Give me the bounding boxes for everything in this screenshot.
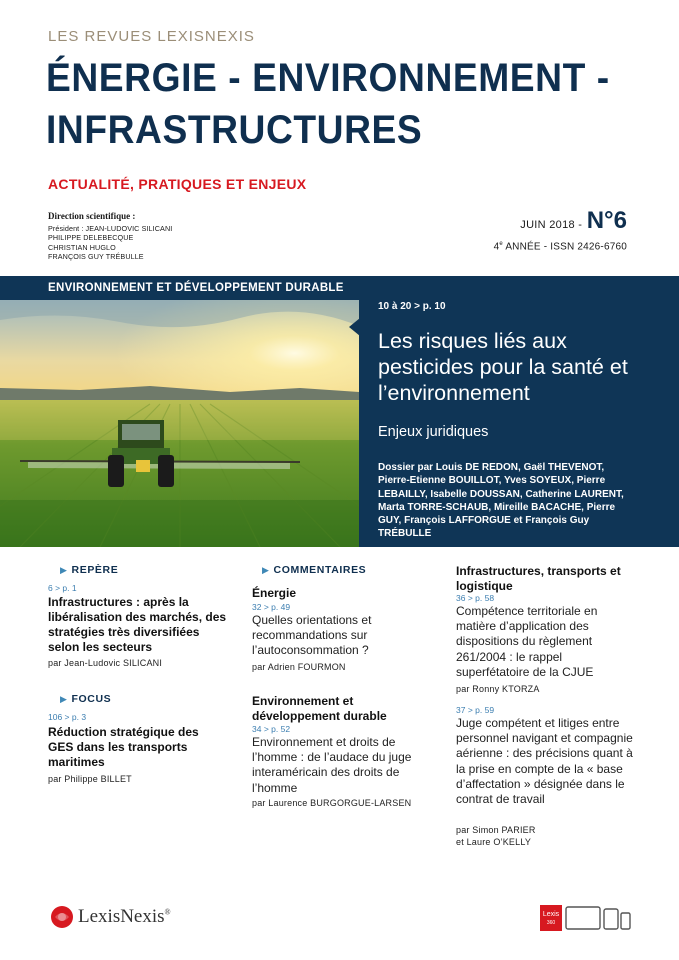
infra-author: par Simon PARIER [456,825,536,835]
commentaires-label [262,564,366,576]
logo-text: LexisNexis [78,906,165,927]
cover-photo [0,300,359,547]
lexisnexis-wordmark [78,906,171,928]
repere-title: Infrastructures : après la libéralisation des marchés, des stratégies très diversifiées selon les secteurs [48,595,227,654]
repere-label [60,564,118,576]
feature-subtitle: Enjeux juridiques [378,424,489,440]
year-sup: e [499,241,503,247]
triangle-icon: ▶ [60,565,68,575]
year-num: 4 [493,241,500,253]
issue-info [520,207,627,235]
direction-member: Président : JEAN-LUDOVIC SILICANI [48,224,173,233]
feature-title: Les risques liés aux pesticides pour la santé et l’environnement [378,329,628,405]
infra-ref: 36 > p. 58 [456,593,495,603]
year-rest: ANNÉE - ISSN 2426-6760 [502,241,627,253]
focus-label-text: FOCUS [71,693,112,705]
comment-author: par Adrien FOURMON [252,662,346,672]
direction-member: PHILIPPE DELEBECQUE [48,233,134,243]
comment-ref: 34 > p. 52 [252,724,291,734]
infra-author-2: et Laure O’KELLY [456,837,532,847]
direction-list [48,224,172,262]
journal-title-line2: INFRASTRUCTURES [46,108,423,152]
focus-title: Réduction stratégique des GES dans les transports maritimes [48,725,199,769]
focus-author: par Philippe BILLET [48,774,132,784]
repere-author: par Jean-Ludovic SILICANI [48,658,163,668]
category-environnement: Environnement et développement durable [252,694,387,723]
badge-line1: Lexis [542,911,560,918]
series-name: LES REVUES LEXISNEXIS [48,28,255,45]
badge-line2: 360 [546,920,556,926]
issn-line [494,241,627,252]
repere-ref: 6 > p. 1 [48,583,77,593]
infra-title: Juge compétent et litiges entre personnel navigant et compagnie aérienne : des précisions quant à la prise en compte de la « base d’affectation » désignée dans le contrat de travail [456,716,633,807]
tractor-field-illustration [0,300,359,547]
devices-icon [540,905,632,933]
triangle-icon: ▶ [60,694,68,704]
infra-author: par Ronny KTORZA [456,684,540,694]
journal-subtitle: ACTUALITÉ, PRATIQUES ET ENJEUX [48,176,307,192]
focus-ref: 106 > p. 3 [48,712,87,722]
logo-mark: ® [164,907,171,917]
direction-member: FRANÇOIS GUY TRÉBULLE [48,252,144,262]
category-infrastructures: Infrastructures, transports et logistique [456,564,621,593]
comment-title: Quelles orientations et recommandations sur l’autoconsommation ? [252,613,372,658]
journal-title-line1: ÉNERGIE - ENVIRONNEMENT - [46,56,610,100]
comment-ref: 32 > p. 49 [252,602,291,612]
issue-number: N°6 [586,207,627,234]
infra-title: Compétence territoriale en matière d’application des dispositions du règlement 261/2004 : le rappel superfétatoire de la CJUE [456,604,598,679]
feature-ref: 10 à 20 > p. 10 [378,301,446,312]
triangle-icon: ▶ [262,565,270,575]
infra-ref: 37 > p. 59 [456,705,495,715]
lexisnexis-logo [50,905,171,929]
direction-label: Direction scientifique : [48,211,136,221]
feature-authors: Dossier par Louis DE REDON, Gaël THEVENOT, Pierre-Etienne BOUILLOT, Yves SOYEUX, Pierre LEBAILLY, Isabelle DOUSSAN, Catherine LAURENT, Marta TORRE-SCHAUB, Mireille BACACHE, Pierre GUY, François LAFFORGUE et François Guy TRÉBULLE [378,462,624,540]
repere-label-text: REPÈRE [71,564,119,576]
issue-date: JUIN 2018 - [520,219,583,231]
pointer-notch [349,318,360,336]
comment-title: Environnement et droits de l’homme : de l’audace du juge interaméricain des droits de l’homme [252,735,412,795]
feature-section-heading: ENVIRONNEMENT ET DÉVELOPPEMENT DURABLE [48,282,344,294]
focus-label [60,693,111,705]
category-energie: Énergie [252,586,297,600]
commentaires-label-text: COMMENTAIRES [273,564,367,576]
lexis360-badge [540,905,632,938]
comment-author: par Laurence BURGORGUE-LARSEN [252,798,412,808]
lexisnexis-emblem-icon [50,905,74,929]
direction-member: CHRISTIAN HUGLO [48,242,116,252]
